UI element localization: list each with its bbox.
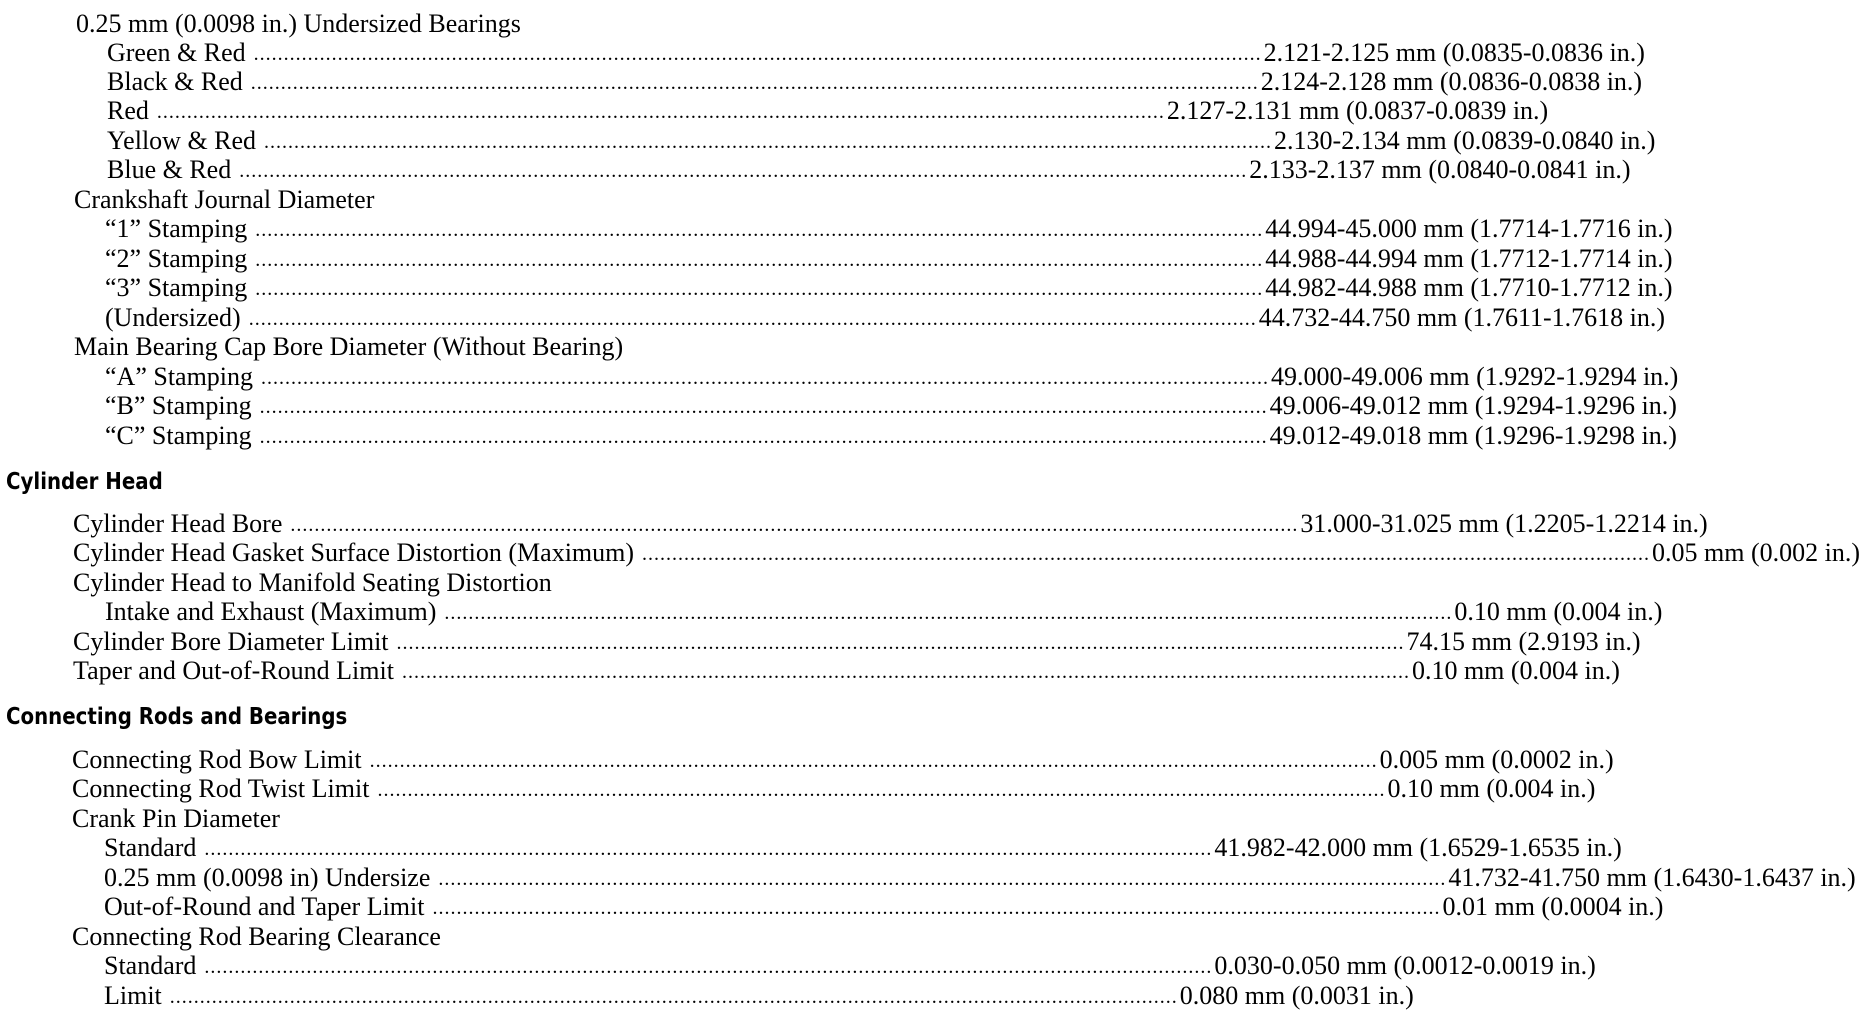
- spec-value: 2.121-2.125 mm (0.0835-0.0836 in.): [1263, 38, 1645, 67]
- leader-dots: ........................................................................................................................................................................: [401, 661, 1410, 683]
- spec-value: 2.127-2.131 mm (0.0837-0.0839 in.): [1166, 96, 1549, 125]
- leader-dots: ........................................................................................................................................................................: [255, 219, 1264, 241]
- crank-pin-header: Crank Pin Diameter: [72, 804, 280, 833]
- spec-row: [105, 362, 1679, 391]
- spec-row: [73, 656, 1620, 685]
- spec-value: 74.15 mm (2.9193 in.): [1406, 627, 1641, 656]
- spec-label: Black & Red: [107, 67, 243, 96]
- spec-label: Cylinder Head Bore: [73, 509, 283, 538]
- leader-dots: ........................................................................................................................................................................: [255, 249, 1264, 271]
- spec-label: Standard: [104, 833, 197, 862]
- cap-bore-header: Main Bearing Cap Bore Diameter (Without Bearing): [74, 332, 624, 361]
- spec-row: [105, 391, 1677, 420]
- spec-row: [104, 892, 1664, 921]
- leader-dots: ........................................................................................................................................................................: [642, 543, 1651, 565]
- leader-dots: ........................................................................................................................................................................: [259, 426, 1268, 448]
- spec-label: Yellow & Red: [107, 126, 257, 155]
- spec-label: 0.25 mm (0.0098 in) Undersize: [104, 863, 431, 892]
- spec-row: [104, 833, 1622, 862]
- leader-dots: ........................................................................................................................................................................: [432, 897, 1441, 919]
- undersized-bearings-header: 0.25 mm (0.0098 in.) Undersized Bearings: [76, 9, 521, 38]
- spec-label: Connecting Rod Bow Limit: [72, 745, 362, 774]
- spec-row: [72, 745, 1614, 774]
- spec-label: Limit: [104, 981, 162, 1010]
- spec-row: [105, 214, 1673, 243]
- spec-label: Standard: [104, 951, 197, 980]
- spec-row: [104, 951, 1596, 980]
- spec-value: 49.012-49.018 mm (1.9296-1.9298 in.): [1269, 421, 1677, 450]
- spec-row: [107, 38, 1645, 67]
- spec-value: 0.080 mm (0.0031 in.): [1179, 981, 1414, 1010]
- leader-dots: ........................................................................................................................................................................: [156, 101, 1165, 123]
- crankshaft-journal-header: Crankshaft Journal Diameter: [74, 185, 375, 214]
- spec-row: [105, 303, 1666, 332]
- spec-label: Cylinder Head Gasket Surface Distortion (Maximum): [73, 538, 635, 567]
- leader-dots: ........................................................................................................................................................................: [204, 956, 1213, 978]
- spec-value: 41.982-42.000 mm (1.6529-1.6535 in.): [1214, 833, 1622, 862]
- leader-dots: ........................................................................................................................................................................: [255, 278, 1264, 300]
- spec-value: 41.732-41.750 mm (1.6430-1.6437 in.): [1448, 863, 1856, 892]
- spec-value: 2.133-2.137 mm (0.0840-0.0841 in.): [1249, 155, 1631, 184]
- spec-label: Taper and Out-of-Round Limit: [73, 656, 394, 685]
- spec-value: 44.988-44.994 mm (1.7712-1.7714 in.): [1265, 244, 1673, 273]
- spec-row: [105, 597, 1663, 626]
- spec-value: 49.000-49.006 mm (1.9292-1.9294 in.): [1271, 362, 1679, 391]
- spec-value: 0.10 mm (0.004 in.): [1387, 774, 1596, 803]
- spec-row: [104, 981, 1414, 1010]
- leader-dots: ........................................................................................................................................................................: [444, 602, 1453, 624]
- leader-dots: ........................................................................................................................................................................: [250, 72, 1259, 94]
- spec-row: [73, 509, 1708, 538]
- leader-dots: ........................................................................................................................................................................: [261, 367, 1270, 389]
- spec-label: Cylinder Bore Diameter Limit: [73, 627, 389, 656]
- spec-value: 0.10 mm (0.004 in.): [1411, 656, 1620, 685]
- spec-label: “A” Stamping: [105, 362, 254, 391]
- leader-dots: ........................................................................................................................................................................: [264, 131, 1273, 153]
- manifold-distortion-header: Cylinder Head to Manifold Seating Distortion: [73, 568, 552, 597]
- spec-row: [107, 155, 1631, 184]
- leader-dots: ........................................................................................................................................................................: [290, 514, 1299, 536]
- spec-label: Connecting Rod Twist Limit: [72, 774, 370, 803]
- spec-value: 0.005 mm (0.0002 in.): [1379, 745, 1614, 774]
- spec-label: “C” Stamping: [105, 421, 252, 450]
- spec-row: [105, 421, 1677, 450]
- cylinder-head-heading: Cylinder Head: [6, 469, 163, 495]
- spec-value: 0.05 mm (0.002 in.): [1652, 538, 1860, 567]
- spec-label: Intake and Exhaust (Maximum): [105, 597, 437, 626]
- spec-label: “2” Stamping: [105, 244, 248, 273]
- leader-dots: ........................................................................................................................................................................: [259, 396, 1268, 418]
- spec-value: 0.01 mm (0.0004 in.): [1442, 892, 1664, 921]
- spec-row: [107, 96, 1549, 125]
- spec-label: Blue & Red: [107, 155, 232, 184]
- spec-value: 2.124-2.128 mm (0.0836-0.0838 in.): [1260, 67, 1643, 96]
- leader-dots: ........................................................................................................................................................................: [204, 838, 1213, 860]
- spec-label: (Undersized): [105, 303, 241, 332]
- spec-row: [107, 126, 1656, 155]
- spec-value: 49.006-49.012 mm (1.9294-1.9296 in.): [1269, 391, 1677, 420]
- spec-label: Green & Red: [107, 38, 246, 67]
- spec-row: [73, 538, 1860, 567]
- leader-dots: ........................................................................................................................................................................: [396, 632, 1405, 654]
- spec-row: [72, 774, 1596, 803]
- leader-dots: ........................................................................................................................................................................: [253, 43, 1262, 65]
- spec-label: Red: [107, 96, 149, 125]
- spec-value: 0.030-0.050 mm (0.0012-0.0019 in.): [1214, 951, 1596, 980]
- spec-label: Out-of-Round and Taper Limit: [104, 892, 425, 921]
- spec-row: [104, 863, 1856, 892]
- leader-dots: ........................................................................................................................................................................: [169, 986, 1178, 1008]
- leader-dots: ........................................................................................................................................................................: [248, 308, 1257, 330]
- leader-dots: ........................................................................................................................................................................: [438, 868, 1447, 890]
- spec-value: 31.000-31.025 mm (1.2205-1.2214 in.): [1300, 509, 1708, 538]
- leader-dots: ........................................................................................................................................................................: [377, 779, 1386, 801]
- spec-label: “1” Stamping: [105, 214, 248, 243]
- spec-value: 2.130-2.134 mm (0.0839-0.0840 in.): [1274, 126, 1656, 155]
- spec-row: [105, 273, 1673, 302]
- spec-row: [73, 627, 1641, 656]
- spec-value: 44.994-45.000 mm (1.7714-1.7716 in.): [1265, 214, 1673, 243]
- spec-value: 44.982-44.988 mm (1.7710-1.7712 in.): [1265, 273, 1673, 302]
- rod-bearing-clearance-header: Connecting Rod Bearing Clearance: [72, 922, 441, 951]
- spec-value: 0.10 mm (0.004 in.): [1454, 597, 1663, 626]
- leader-dots: ........................................................................................................................................................................: [239, 160, 1248, 182]
- spec-value: 44.732-44.750 mm (1.7611-1.7618 in.): [1258, 303, 1666, 332]
- spec-label: “3” Stamping: [105, 273, 248, 302]
- spec-label: “B” Stamping: [105, 391, 252, 420]
- connecting-rods-heading: Connecting Rods and Bearings: [6, 704, 348, 730]
- leader-dots: ........................................................................................................................................................................: [369, 750, 1378, 772]
- spec-row: [107, 67, 1643, 96]
- spec-row: [105, 244, 1673, 273]
